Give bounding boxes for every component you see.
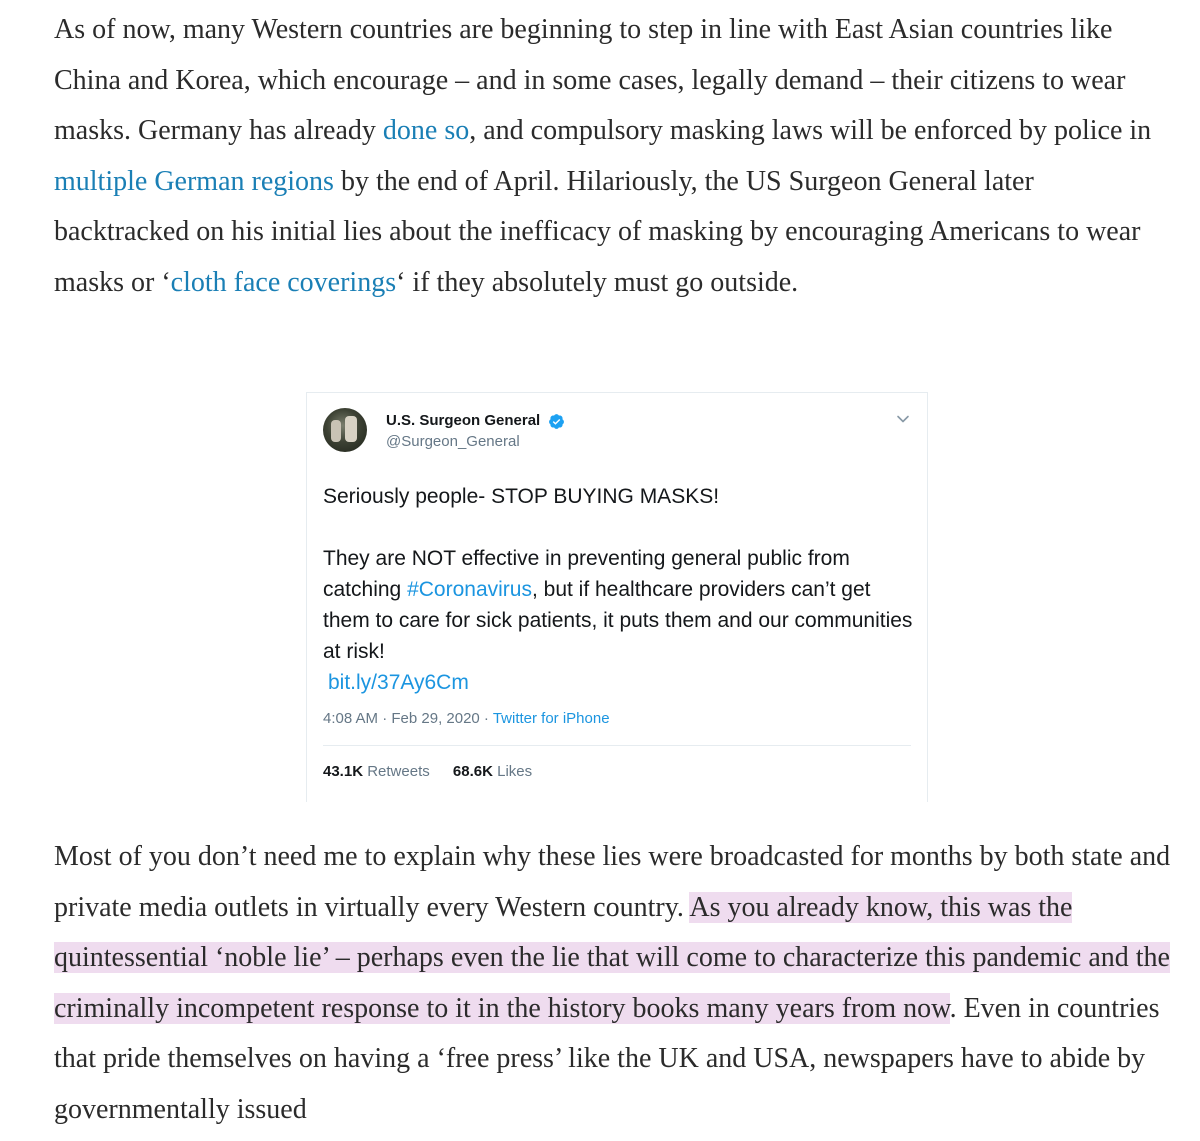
tweet-link[interactable]: bit.ly/37Ay6Cm — [328, 671, 469, 694]
likes-stat[interactable] — [453, 763, 532, 780]
tweet-body — [323, 543, 913, 667]
retweets-count: 43.1K — [323, 763, 364, 780]
chevron-down-icon[interactable] — [895, 411, 911, 427]
tweet-handle[interactable]: @Surgeon_General — [386, 433, 520, 450]
tweet-body-a: They are NOT effective in preventing general public from catching — [323, 547, 850, 601]
likes-count: 68.6K — [452, 763, 493, 780]
tweet-line-1: Seriously people- STOP BUYING MASKS! — [323, 485, 720, 508]
link-done-so[interactable]: done so — [382, 115, 470, 146]
avatar[interactable] — [323, 408, 367, 452]
paragraph-2-text-b: . Even in countries that pride themselves on having a ‘free press’ like the UK and USA, newspapers have to abide by governmentally issued — [54, 992, 1160, 1125]
likes-label: Likes — [497, 763, 533, 780]
paragraph-1-text-b: , and compulsory masking laws will be enforced by police in — [469, 115, 1152, 146]
paragraph-1 — [54, 0, 1174, 308]
tweet-source[interactable]: Twitter for iPhone — [492, 710, 610, 727]
hashtag-link[interactable]: #Coronavirus — [407, 578, 532, 601]
paragraph-2-text-a: Most of you don’t need me to explain why these lies were broadcasted for months by both state and private media outlets in virtually every Western country. — [54, 841, 1171, 923]
tweet-stats — [323, 763, 532, 780]
highlighted-passage: As you already know, this was the quintessential ‘noble lie’ – perhaps even the lie that will come to characterize this pandemic and the criminally incompetent response to it in the history books many years from now — [54, 891, 1170, 1024]
paragraph-1-text-d: ‘ if they absolutely must go outside. — [396, 266, 799, 298]
link-cloth-face-coverings[interactable]: cloth face coverings — [170, 266, 397, 298]
tweet-author-name[interactable]: U.S. Surgeon General — [386, 412, 541, 429]
paragraph-1-text-a: As of now, many Western countries are beginning to step in line with East Asian countries like China and Korea, which encourage – and in some cases, legally demand – their citizens to wear masks. Germany has already — [54, 14, 1126, 146]
link-multiple-german-regions[interactable]: multiple German regions — [54, 165, 334, 197]
tweet-text — [323, 481, 913, 698]
divider — [323, 745, 911, 746]
tweet-body-b: , but if healthcare providers can’t get them to care for sick patients, it puts them and our communities at risk! — [323, 578, 913, 663]
retweets-label: Retweets — [367, 763, 430, 780]
paragraph-2 — [54, 832, 1174, 1135]
paragraph-1-text-c: by the end of April. Hilariously, the US Surgeon General later backtracked on his initial lies about the inefficacy of masking by encouraging Americans to wear masks or ‘ — [54, 165, 1141, 298]
tweet-timestamp[interactable]: 4:08 AM · Feb 29, 2020 · — [323, 710, 493, 727]
embedded-tweet[interactable] — [306, 392, 928, 802]
tweet-meta — [323, 710, 610, 727]
verified-badge-icon — [548, 413, 565, 430]
retweets-stat[interactable] — [323, 763, 430, 780]
